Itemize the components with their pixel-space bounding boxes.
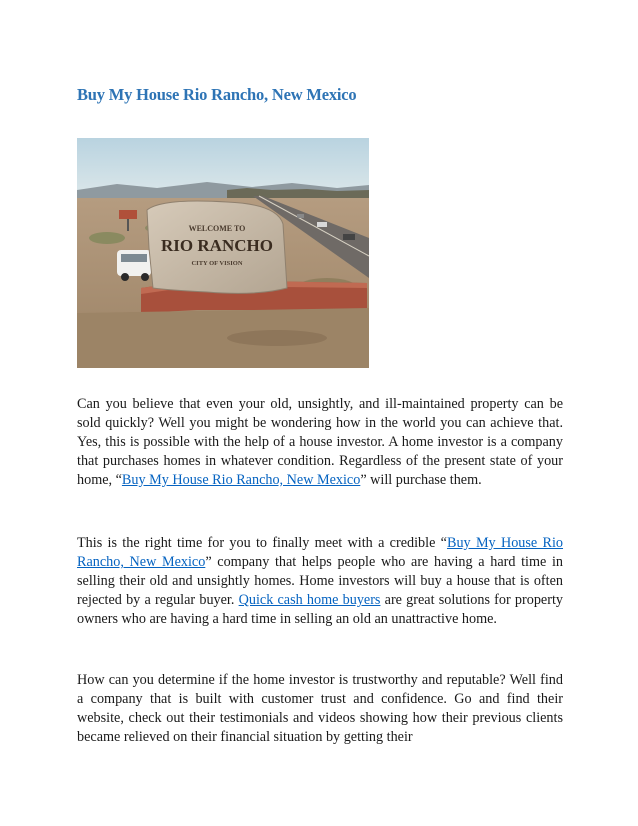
- document-title: Buy My House Rio Rancho, New Mexico: [77, 85, 357, 104]
- rio-rancho-welcome-sign-photo: [77, 138, 369, 368]
- paragraph-1: [77, 395, 563, 490]
- sign-line-3: CITY OF VISION: [191, 260, 243, 267]
- paragraph-2-text-start: This is the right time for you to finally meet with a credible “: [77, 535, 447, 551]
- paragraph-2: [77, 534, 563, 629]
- paragraph-1-text-end: ” will purchase them.: [360, 472, 482, 488]
- paragraph-3: How can you determine if the home investor is trustworthy and reputable? Well find a company that is built with customer trust and confidence. Go and find their website, check out their testimonials and videos showing how their previous clients became relieved on their financial situation by getting their: [77, 672, 563, 745]
- link-buy-my-house-rio-rancho-1[interactable]: Buy My House Rio Rancho, New Mexico: [121, 472, 361, 488]
- paragraph-1-text-start: Can you believe that even your old, unsightly, and ill-maintained property can be sold quickly? Well you might be wondering how in the world you can achieve that. Yes, this is possible with the help of a house investor. A home investor is a company that purchases homes in whatever condition. Regardless of the present state of your home, “: [77, 396, 563, 488]
- link-quick-cash-home-buyers[interactable]: Quick cash home buyers: [238, 592, 381, 608]
- sign-line-2: RIO RANCHO: [161, 236, 273, 255]
- sign-line-1: WELCOME TO: [188, 224, 246, 233]
- paragraph-2-text-middle: ” company that helps people who are having a hard time in selling their old and unsightly homes. Home investors will buy a house that is often rejected by a regular buyer.: [77, 554, 563, 608]
- paragraph-2-text-end: are great solutions for property owners who are having a hard time in selling an old an unattractive home.: [77, 592, 563, 627]
- link-buy-my-house-rio-rancho-2[interactable]: Buy My House Rio Rancho, New Mexico: [77, 535, 564, 570]
